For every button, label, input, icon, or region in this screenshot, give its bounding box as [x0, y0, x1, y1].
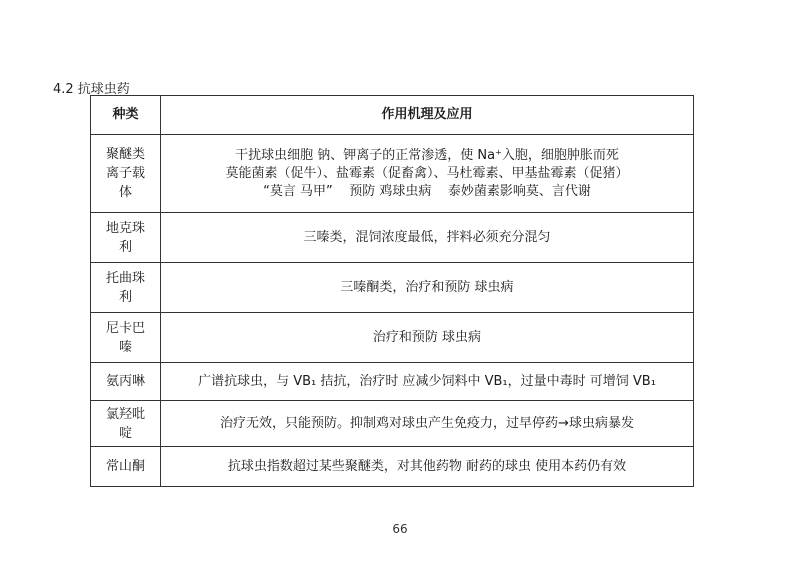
- mechanism-cell: [161, 401, 694, 447]
- table-row: [91, 401, 694, 447]
- mechanism-cell: [161, 363, 694, 401]
- drug-kind-line: 利: [118, 239, 132, 255]
- mechanism-line: 治疗无效，只能预防。抑制鸡对球虫产生免疫力，过早停药→球虫病暴发: [220, 415, 634, 431]
- mechanism-line: 抗球虫指数超过某些聚醚类，对其他药物 耐药的球虫 使用本药仍有效: [227, 458, 627, 474]
- drug-kind-cell: [91, 263, 161, 313]
- header-mechanism: 作用机理及应用: [161, 96, 694, 135]
- mechanism-line: 三嗪酮类，治疗和预防 球虫病: [340, 279, 514, 295]
- section-title: 4.2 抗球虫药: [53, 82, 130, 97]
- mechanism-line: “莫言 马甲” 预防 鸡球虫病 泰妙菌素影响莫、言代谢: [263, 183, 591, 199]
- header-kind: 种类: [91, 96, 161, 135]
- anticoccidial-drug-table: [90, 95, 694, 487]
- drug-kind-cell: [91, 401, 161, 447]
- table-row: [91, 363, 694, 401]
- table-row: [91, 135, 694, 213]
- table-row: [91, 213, 694, 263]
- drug-kind-line: 啶: [118, 425, 132, 441]
- mechanism-line: 治疗和预防 球虫病: [372, 329, 482, 345]
- drug-kind-line: 离子载: [105, 166, 145, 181]
- table-header-row: [91, 96, 694, 135]
- mechanism-cell: [161, 447, 694, 487]
- drug-kind-line: 常山酮: [105, 459, 145, 474]
- mechanism-cell: [161, 213, 694, 263]
- mechanism-line: 干扰球虫细胞 钠、钾离子的正常渗透，使 Na⁺入胞，细胞肿胀而死: [235, 147, 619, 163]
- mechanism-line: 莫能菌素（促牛）、盐霉素（促畜禽）、马杜霉素、甲基盐霉素（促猪）: [225, 165, 629, 181]
- mechanism-cell: [161, 263, 694, 313]
- drug-kind-line: 尼卡巴: [105, 320, 145, 336]
- table-row: [91, 263, 694, 313]
- drug-kind-line: 地克珠: [105, 220, 145, 236]
- mechanism-line: 广谱抗球虫，与 VB₁ 拮抗，治疗时 应减少饲料中 VB₁，过量中毒时 可增饲 VB₁: [198, 373, 656, 389]
- drug-kind-line: 利: [118, 289, 132, 305]
- page-number: 66: [392, 522, 408, 536]
- drug-kind-line: 嗪: [118, 339, 132, 355]
- drug-kind-line: 托曲珠: [105, 270, 145, 286]
- drug-kind-cell: [91, 135, 161, 213]
- drug-kind-cell: [91, 213, 161, 263]
- drug-kind-cell: [91, 313, 161, 363]
- table-row: [91, 447, 694, 487]
- table-row: [91, 313, 694, 363]
- drug-kind-line: 氨丙啉: [105, 374, 145, 389]
- mechanism-line: 三嗪类，混饲浓度最低，拌料必须充分混匀: [303, 229, 551, 245]
- drug-kind-cell: [91, 363, 161, 401]
- drug-kind-cell: [91, 447, 161, 487]
- mechanism-cell: [161, 313, 694, 363]
- drug-kind-line: 聚醚类: [105, 147, 145, 162]
- mechanism-cell: [161, 135, 694, 213]
- drug-kind-line: 体: [118, 185, 132, 200]
- drug-kind-line: 氯羟吡: [105, 406, 145, 422]
